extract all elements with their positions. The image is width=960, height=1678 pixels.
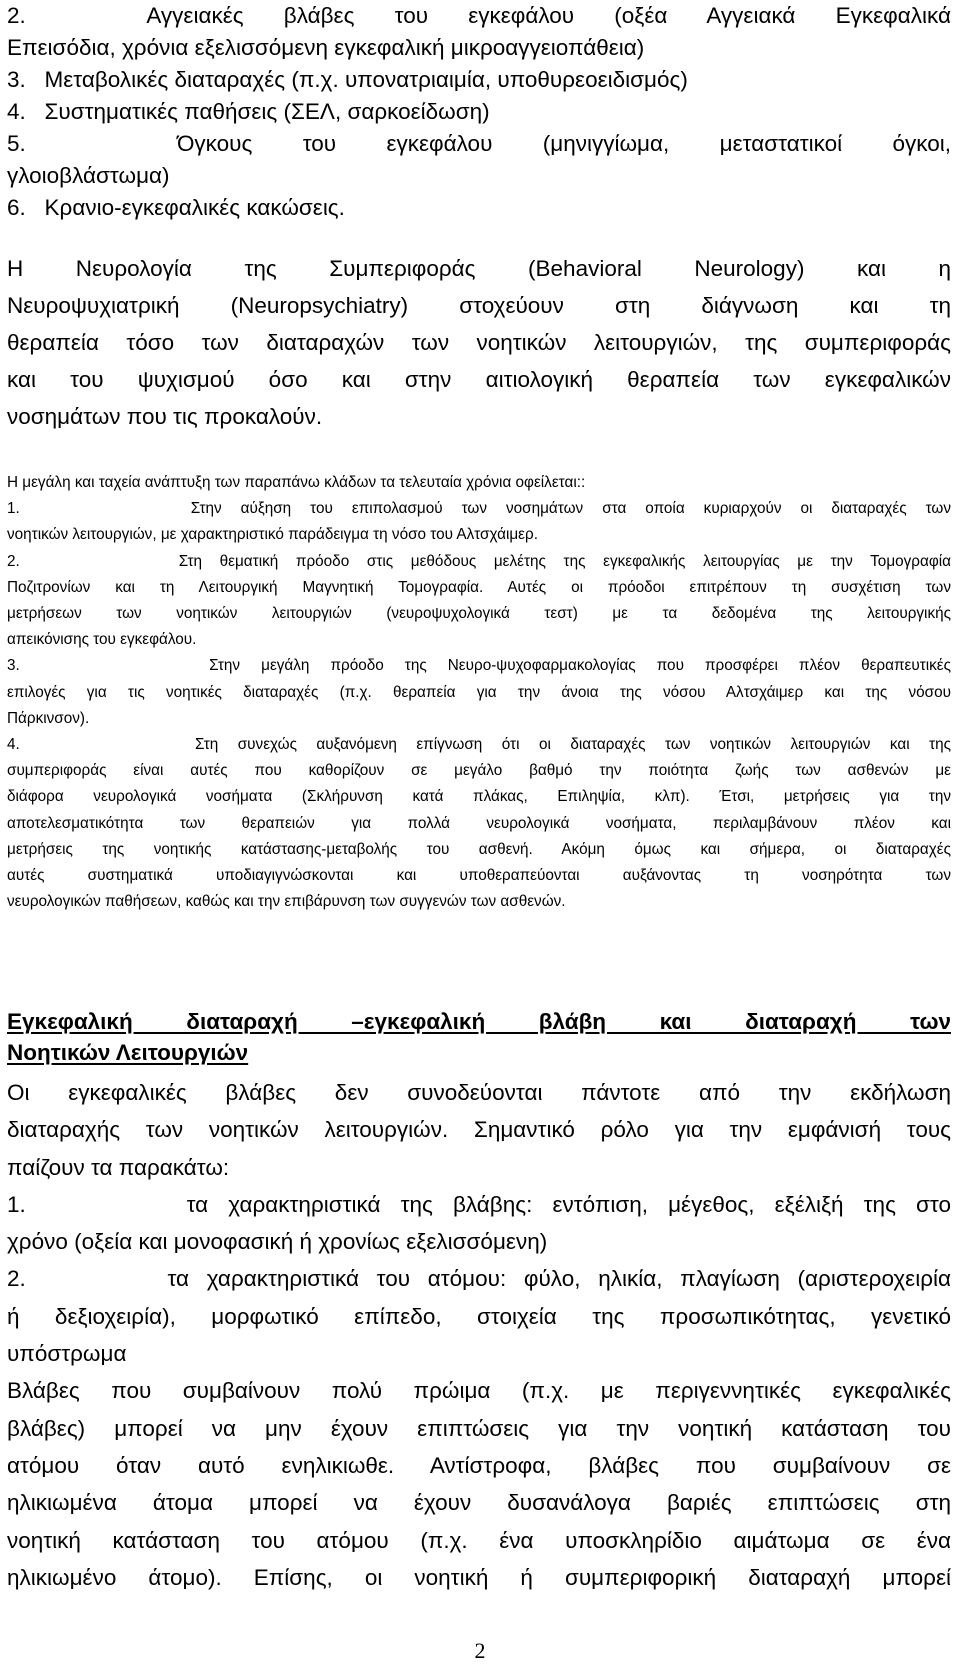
section-heading <box>7 1006 951 1068</box>
small-section <box>7 470 951 915</box>
body-paragraph <box>7 1074 951 1596</box>
top-list <box>7 0 951 224</box>
section-line: αποτελεσματικότητα των θεραπειών για πολλά νευρολογικά νοσήματα, περιλαμβάνουν πλέον και <box>7 814 951 832</box>
body-line: Βλάβες που συμβαίνουν πολύ πρώιμα (π.χ. με περιγεννητικές εγκεφαλικές <box>7 1378 951 1404</box>
paragraph-line: Η Νευρολογία της Συμπεριφοράς (Behavioral Neurology) και η <box>7 256 951 281</box>
body-line: υπόστρωμα <box>7 1341 127 1367</box>
section-line: Ποζιτρονίων και τη Λειτουργική Μαγνητική Τομογραφία. Αυτές οι πρόοδοι επιτρέπουν τη συσχέτιση των <box>7 578 951 596</box>
paragraph-line: και του ψυχισμού όσο και στην αιτιολογική θεραπεία των εγκεφαλικών <box>7 367 951 392</box>
body-line: ή δεξιοχειρία), μορφωτικό επίπεδο, στοιχεία της προσωπικότητας, γενετικό <box>7 1303 951 1329</box>
paragraph-line: Νευροψυχιατρική (Neuropsychiatry) στοχεύουν στη διάγνωση και τη <box>7 293 951 318</box>
body-line: βλάβες) μπορεί να μην έχουν επιπτώσεις για την νοητική κατάσταση του <box>7 1415 951 1441</box>
paragraph-line: νοσημάτων που τις προκαλούν. <box>7 404 323 429</box>
section-line: συμπεριφοράς είναι αυτές που καθορίζουν σε μεγάλο βαθμό την ποιότητα ζωής των ασθενών με <box>7 762 951 780</box>
body-line: νοητική κατάσταση του ατόμου (π.χ. ένα υποσκληρίδιο αιμάτωμα σε ένα <box>7 1527 951 1553</box>
section-line: απεικόνισης του εγκεφάλου. <box>7 631 197 649</box>
section-item-4: 4. Στη συνεχώς αυξανόμενη επίγνωση ότι οι διαταραχές των νοητικών λειτουργιών και της <box>7 735 951 753</box>
section-line: Πάρκινσον). <box>7 709 90 727</box>
body-line: ηλικιωμένο άτομο). Επίσης, οι νοητική ή συμπεριφορική διαταραχή μπορεί <box>7 1564 951 1590</box>
page-number: 2 <box>474 1638 486 1663</box>
body-line: διαταραχής των νοητικών λειτουργιών. Σημαντικό ρόλο για την εμφάνισή τους <box>7 1117 951 1143</box>
heading-line: Εγκεφαλική διαταραχή –εγκεφαλική βλάβη και διαταραχή των <box>7 1009 951 1034</box>
section-line: μετρήσεις της νοητικής κατάστασης-μεταβολής του ασθενή. Ακόμη όμως και σήμερα, οι διαταραχές <box>7 840 951 858</box>
section-line: επιλογές για τις νοητικές διαταραχές (π.χ. θεραπεία για την άνοια της νόσου Αλτσχάιμερ και της νόσου <box>7 683 951 701</box>
section-line: νευρολογικών παθήσεων, καθώς και την επιβάρυνση των συγγενών των ασθενών. <box>7 893 566 911</box>
body-line: ηλικιωμένα άτομα μπορεί να έχουν δυσανάλογα βαριές επιπτώσεις στη <box>7 1490 951 1516</box>
intro-paragraph <box>7 250 951 435</box>
body-line: χρόνο (οξεία και μονοφασική ή χρονίως εξελισσόμενη) <box>7 1229 548 1255</box>
list-item-5-cont: γλοιοβλάστωμα) <box>7 163 170 188</box>
body-line: ατόμου όταν αυτό ενηλικιωθε. Αντίστροφα, βλάβες που συμβαίνουν σε <box>7 1452 951 1478</box>
section-line: αυτές συστηματικά υποδιαγιγνώσκονται και υποθεραπεύονται αυξάνοντας τη νοσηρότητα των <box>7 866 951 884</box>
list-item-2-cont: Επεισόδια, χρόνια εξελισσόμενη εγκεφαλική μικροαγγειοπάθεια) <box>7 35 645 60</box>
body-item-1: 1. τα χαρακτηριστικά της βλάβης: εντόπιση, μέγεθος, εξέλιξή της στο <box>7 1191 951 1217</box>
heading-line-2 <box>7 1037 951 1068</box>
section-line: μετρήσεων των νοητικών λειτουργιών (νευροψυχολογικά τεστ) με τα δεδομένα της λειτουργικής <box>7 604 951 622</box>
body-item-2: 2. τα χαρακτηριστικά του ατόμου: φύλο, ηλικία, πλαγίωση (αριστεροχειρία <box>7 1266 951 1292</box>
section-item-3: 3. Στην μεγάλη πρόοδο της Νευρο-ψυχοφαρμακολογίας που προσφέρει πλέον θεραπευτικές <box>7 657 951 675</box>
list-item-2: 2. Αγγειακές βλάβες του εγκεφάλου (οξέα Αγγειακά Εγκεφαλικά <box>7 3 951 28</box>
list-item-3: 3. Μεταβολικές διαταραχές (π.χ. υπονατριαιμία, υποθυρεοειδισμός) <box>7 67 688 92</box>
list-item-6: 6. Κρανιο-εγκεφαλικές κακώσεις. <box>7 195 345 220</box>
section-lead: Η μεγάλη και ταχεία ανάπτυξη των παραπάνω κλάδων τα τελευταία χρόνια οφείλεται:: <box>7 474 586 491</box>
paragraph-line: θεραπεία τόσο των διαταραχών των νοητικών λειτουργιών, της συμπεριφοράς <box>7 330 951 355</box>
heading-line-2-text: Νοητικών Λειτουργιών <box>7 1040 249 1065</box>
section-item-1: 1. Στην αύξηση του επιπολασμού των νοσημάτων στα οποία κυριαρχούν οι διαταραχές των <box>7 500 951 518</box>
list-item-5: 5. Όγκους του εγκεφάλου (μηνιγγίωμα, μεταστατικοί όγκοι, <box>7 131 951 156</box>
list-item-4: 4. Συστηματικές παθήσεις (ΣΕΛ, σαρκοείδωση) <box>7 99 490 124</box>
body-line: Οι εγκεφαλικές βλάβες δεν συνοδεύονται πάντοτε από την εκδήλωση <box>7 1080 951 1105</box>
body-line: παίζουν τα παρακάτω: <box>7 1154 230 1180</box>
section-line: νοητικών λειτουργιών, με χαρακτηριστικό παράδειγμα τη νόσο του Αλτσχάιμερ. <box>7 526 538 544</box>
section-line: διάφορα νευρολογικά νοσήματα (Σκλήρυνση κατά πλάκας, Επιληψία, κλπ). Έτσι, μετρήσεις για την <box>7 788 951 806</box>
section-item-2: 2. Στη θεματική πρόοδο στις μεθόδους μελέτης της εγκεφαλικής λειτουργίας με την Τομογραφία <box>7 552 951 570</box>
